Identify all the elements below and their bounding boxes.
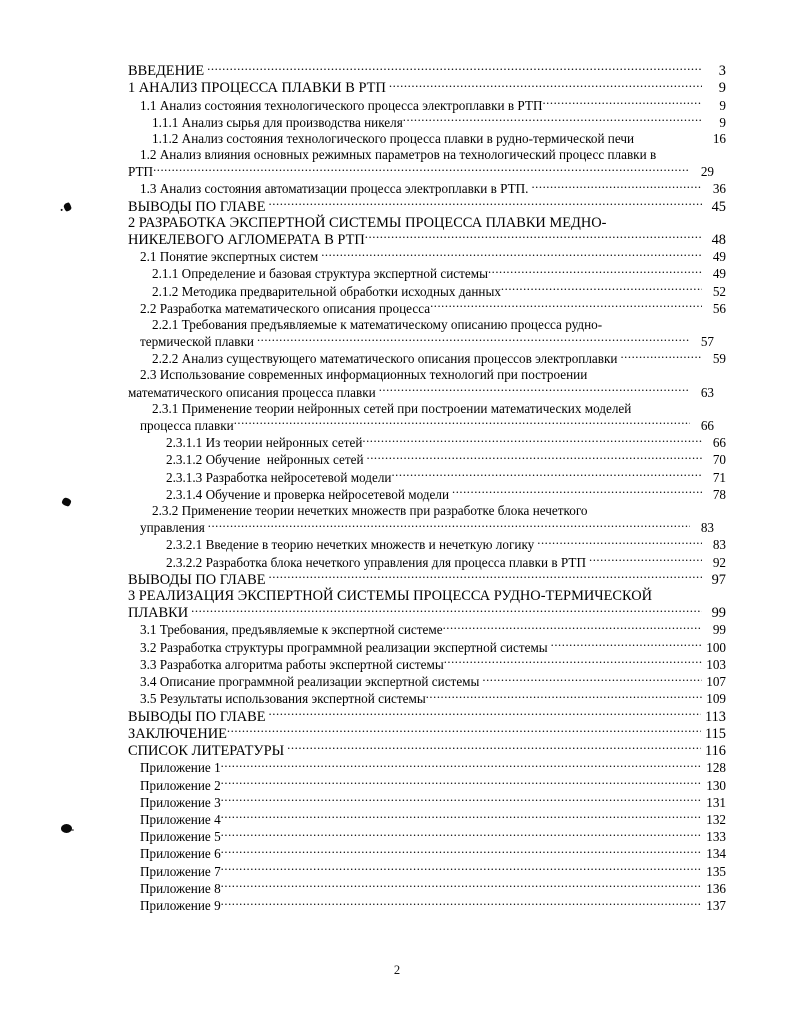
toc-entry[interactable] [128, 248, 726, 265]
toc-entry[interactable] [128, 759, 726, 776]
toc-page-number: 134 [706, 846, 726, 862]
toc-entry-line [166, 469, 726, 486]
toc-page-number: 49 [712, 249, 726, 265]
toc-entry-line [140, 180, 726, 197]
toc-dot-leader [191, 604, 702, 617]
toc-entry[interactable] [128, 282, 726, 299]
toc-entry[interactable] [128, 673, 726, 690]
toc-entry-line [140, 248, 726, 265]
toc-entry[interactable] [128, 401, 726, 434]
toc-page-number: 71 [712, 469, 726, 485]
toc-dot-leader [430, 300, 702, 313]
toc-dot-leader [379, 384, 690, 397]
toc-entry-label: 2.1.2 Методика предварительной обработки исходных данных [152, 283, 501, 299]
toc-entry-label: 1.1.2 Анализ состояния технологического процесса плавки в рудно-термической печи [152, 130, 635, 146]
toc-entry[interactable] [128, 845, 726, 862]
toc-entry-label: 3 РЕАЛИЗАЦИЯ ЭКСПЕРТНОЙ СИСТЕМЫ ПРОЦЕССА РУДНО-ТЕРМИЧЕСКОЙ [128, 587, 653, 604]
toc-dot-leader [551, 638, 702, 651]
toc-page-number: 103 [706, 656, 726, 672]
toc-entry[interactable] [128, 451, 726, 468]
page-folio: 2 [393, 963, 401, 977]
toc-entry-line [140, 690, 726, 707]
toc-entry-line [128, 707, 726, 724]
toc-entry-label: 1.1 Анализ состояния технологического процесса электроплавки в РТП [140, 97, 543, 113]
toc-entry-continuation [140, 417, 714, 434]
toc-page-number: 100 [706, 639, 726, 655]
toc-dot-leader [367, 451, 703, 464]
toc-page-number: 99 [711, 605, 726, 622]
toc-dot-leader [542, 96, 702, 109]
toc-entry-label: термической плавки [140, 334, 254, 350]
toc-entry-label: 3.5 Результаты использования экспертной системы [140, 691, 426, 707]
toc-entry-line [140, 638, 726, 655]
toc-entry-line [128, 79, 726, 96]
toc-page-number: 59 [712, 351, 726, 367]
toc-dot-leader [221, 863, 702, 876]
toc-entry-line [166, 553, 726, 570]
toc-dot-leader [488, 265, 702, 278]
toc-entry[interactable] [128, 794, 726, 811]
toc-dot-leader [321, 248, 702, 261]
toc-page-number: 52 [712, 283, 726, 299]
toc-entry[interactable] [128, 317, 726, 350]
toc-entry[interactable] [128, 742, 726, 759]
toc-entry-label: ВВЕДЕНИЕ [128, 63, 205, 80]
toc-page-number: 107 [706, 674, 726, 690]
toc-entry[interactable] [128, 863, 726, 880]
toc-page-number: 97 [711, 571, 726, 588]
toc-entry-line [140, 794, 726, 811]
toc-page-number: 136 [706, 880, 726, 896]
toc-entry[interactable] [128, 776, 726, 793]
toc-entry-line [152, 401, 726, 417]
toc-entry[interactable] [128, 897, 726, 914]
toc-page-number: 137 [706, 898, 726, 914]
toc-entry[interactable] [128, 350, 726, 367]
ink-blot-artifact [61, 497, 71, 507]
toc-entry[interactable] [128, 300, 726, 317]
toc-entry-label: ПЛАВКИ [128, 605, 189, 622]
toc-dot-leader [444, 656, 702, 669]
margin-scan-artifacts [0, 0, 120, 1025]
toc-dot-leader [221, 776, 702, 789]
toc-dot-leader [221, 828, 702, 841]
toc-entry-label: 2.2.2 Анализ существующего математического описания процессов электроплавки [152, 351, 618, 367]
toc-entry[interactable] [128, 638, 726, 655]
toc-dot-leader [234, 417, 690, 430]
toc-page-number: 131 [706, 794, 726, 810]
toc-page-number: 66 [712, 435, 726, 451]
toc-entry-continuation [140, 519, 714, 536]
toc-page-number: 9 [719, 97, 726, 113]
toc-entry-label: 2 РАЗРАБОТКА ЭКСПЕРТНОЙ СИСТЕМЫ ПРОЦЕССА ПЛАВКИ МЕДНО- [128, 214, 607, 231]
toc-dot-leader [207, 62, 702, 75]
toc-entry[interactable] [128, 621, 726, 638]
toc-page-number: 99 [712, 622, 726, 638]
toc-page-number: 63 [700, 384, 714, 400]
toc-entry-label: Приложение 6 [140, 846, 221, 862]
toc-entry[interactable] [128, 503, 726, 536]
toc-page-number: 132 [706, 812, 726, 827]
toc-page-number: 115 [704, 725, 726, 742]
toc-entry-line [128, 588, 726, 604]
toc-entry-label: 3.1 Требования, предъявляемые к экспертной системе [140, 622, 443, 638]
toc-page-number: 128 [706, 760, 726, 776]
table-of-contents [128, 62, 726, 914]
toc-dot-leader [589, 553, 702, 566]
toc-entry-line [128, 742, 726, 759]
toc-entry-line [152, 503, 726, 519]
toc-entry-label: Приложение 7 [140, 863, 221, 879]
toc-dot-leader [221, 811, 702, 824]
toc-entry-line [166, 451, 726, 468]
toc-dot-leader [443, 621, 702, 634]
toc-entry[interactable] [128, 588, 726, 621]
toc-entry-line [140, 811, 726, 828]
toc-dot-leader [221, 880, 702, 893]
toc-entry-label: Приложение 5 [140, 829, 221, 845]
toc-page-number: 113 [704, 708, 726, 725]
toc-entry-line [140, 776, 726, 793]
toc-page-number: 133 [706, 829, 726, 845]
toc-entry-line [166, 486, 726, 503]
toc-dot-leader [501, 282, 702, 295]
toc-page-number: 70 [712, 452, 726, 468]
toc-entry-line [152, 317, 726, 333]
toc-entry-label: 2.3.1.3 Разработка нейросетевой модели [166, 469, 392, 485]
toc-entry[interactable] [128, 147, 726, 180]
toc-entry-label: ВЫВОДЫ ПО ГЛАВЕ [128, 571, 266, 588]
toc-entry-label: 2.3 Использование современных информационных технологий при построении [140, 367, 588, 383]
toc-dot-leader [257, 333, 690, 346]
toc-entry-label: НИКЕЛЕВОГО АГЛОМЕРАТА В РТП [128, 231, 365, 248]
toc-entry-line [128, 215, 726, 231]
toc-dot-leader [426, 690, 702, 703]
toc-page-number: 56 [712, 300, 726, 316]
toc-dot-leader [221, 897, 702, 910]
ink-blot-artifact [61, 824, 72, 833]
toc-entry-line [128, 62, 726, 79]
toc-entry-label: 2.1.1 Определение и базовая структура экспертной системы [152, 266, 488, 282]
ink-blot-artifact [63, 202, 72, 212]
toc-page-number: 135 [706, 863, 726, 879]
toc-page-number: 9 [719, 114, 726, 130]
toc-entry-line [140, 147, 726, 163]
toc-dot-leader [403, 114, 702, 127]
toc-entry-label: ВЫВОДЫ ПО ГЛАВЕ [128, 198, 266, 215]
toc-page-number: 130 [706, 777, 726, 793]
toc-entry[interactable] [128, 828, 726, 845]
toc-page-number: 57 [700, 334, 714, 350]
toc-entry-line [140, 845, 726, 862]
toc-dot-leader [221, 794, 702, 807]
toc-page-number: 29 [700, 164, 714, 180]
toc-entry[interactable] [128, 536, 726, 553]
toc-entry-line [140, 367, 726, 383]
toc-page-number: 49 [712, 266, 726, 282]
toc-entry-label: 2.2 Разработка математического описания процесса [140, 300, 431, 316]
toc-entry-continuation [140, 333, 714, 350]
toc-entry-line [140, 880, 726, 897]
toc-dot-leader [531, 180, 702, 193]
toc-entry-line [140, 673, 726, 690]
toc-entry-label: 1 АНАЛИЗ ПРОЦЕССА ПЛАВКИ В РТП [128, 80, 386, 97]
toc-page-number: 109 [706, 691, 726, 707]
toc-dot-leader [221, 759, 702, 772]
toc-entry-label: Приложение 4 [140, 812, 221, 827]
toc-entry-label: 2.3.2.2 Разработка блока нечеткого управления для процесса плавки в РТП [166, 554, 586, 570]
toc-dot-leader [269, 198, 702, 211]
toc-entry[interactable] [128, 79, 726, 96]
toc-dot-leader [620, 350, 702, 363]
toc-dot-leader [269, 707, 701, 720]
toc-entry-label: 2.2.1 Требования предъявляемые к математическому описанию процесса рудно- [152, 316, 603, 332]
toc-dot-leader [482, 673, 702, 686]
toc-entry-line [128, 198, 726, 215]
toc-entry-continuation [128, 163, 714, 180]
toc-entry[interactable] [128, 811, 726, 828]
toc-entry-line [152, 114, 726, 131]
toc-entry[interactable] [128, 367, 726, 400]
toc-page-number: 16 [712, 130, 726, 146]
toc-dot-leader [365, 231, 702, 244]
toc-page-number: 48 [711, 231, 726, 248]
toc-entry[interactable] [128, 571, 726, 588]
toc-entry-label: 1.2 Анализ влияния основных режимных параметров на технологический процесс плавки в [140, 146, 657, 162]
toc-entry[interactable] [128, 114, 726, 131]
toc-entry-label: 2.3.2.1 Введение в теорию нечетких множеств и нечеткую логику [166, 537, 535, 553]
toc-dot-leader [391, 469, 702, 482]
toc-entry[interactable] [128, 656, 726, 673]
toc-dot-leader [287, 742, 701, 755]
toc-entry-label: 2.3.1 Применение теории нейронных сетей при построении математических моделей [152, 400, 632, 416]
toc-entry-line [166, 434, 726, 451]
toc-page-number: 36 [712, 181, 726, 197]
toc-entry[interactable] [128, 215, 726, 248]
toc-entry[interactable] [128, 198, 726, 215]
toc-entry-line [128, 725, 726, 742]
toc-entry-label: Приложение 2 [140, 777, 221, 793]
toc-entry-label: 2.3.1.4 Обучение и проверка нейросетевой модели [166, 486, 450, 502]
toc-entry-label: 3.4 Описание программной реализации экспертной системы [140, 674, 480, 690]
toc-dot-leader [389, 79, 702, 92]
toc-entry-label: ВЫВОДЫ ПО ГЛАВЕ [128, 708, 266, 725]
toc-dot-leader [452, 486, 702, 499]
toc-entry-line [152, 131, 726, 147]
toc-page-number: 83 [712, 537, 726, 553]
toc-entry[interactable] [128, 265, 726, 282]
toc-entry-label: Приложение 9 [140, 898, 221, 914]
toc-dot-leader [221, 845, 702, 858]
toc-page-number: 83 [700, 520, 714, 536]
toc-entry[interactable] [128, 180, 726, 197]
toc-page-number: 9 [718, 80, 726, 97]
toc-entry[interactable] [128, 553, 726, 570]
toc-entry-continuation [128, 384, 714, 401]
toc-entry[interactable] [128, 469, 726, 486]
toc-entry-line [140, 828, 726, 845]
toc-entry-label: управления [140, 520, 205, 536]
toc-entry-label: 3.3 Разработка алгоритма работы экспертной системы [140, 656, 444, 672]
toc-entry-line [140, 621, 726, 638]
toc-entry-label: Приложение 1 [140, 760, 221, 776]
toc-entry-label: процесса плавки [140, 417, 234, 433]
toc-entry[interactable] [128, 707, 726, 724]
toc-entry-label: Приложение 8 [140, 880, 221, 896]
toc-entry-line [152, 282, 726, 299]
toc-page-number: 3 [718, 63, 726, 80]
toc-entry[interactable] [128, 690, 726, 707]
toc-entry-label: 1.3 Анализ состояния автоматизации процесса электроплавки в РТП. [140, 181, 529, 197]
toc-dot-leader [153, 163, 690, 176]
toc-dot-leader [227, 725, 701, 738]
toc-page-number: 66 [700, 417, 714, 433]
toc-entry[interactable] [128, 62, 726, 79]
toc-entry-line [152, 265, 726, 282]
toc-entry-line [140, 300, 726, 317]
toc-entry[interactable] [128, 880, 726, 897]
toc-page-number: 92 [712, 554, 726, 570]
toc-entry-continuation [128, 231, 726, 248]
toc-entry-label: Приложение 3 [140, 794, 221, 810]
toc-entry-line [140, 96, 726, 113]
toc-entry-line [140, 897, 726, 914]
toc-dot-leader [537, 536, 702, 549]
toc-entry-label: 2.3.1.1 Из теории нейронных сетей [166, 435, 363, 451]
toc-entry-label: 2.3.2 Применение теории нечетких множеств при разработке блока нечеткого [152, 502, 588, 518]
toc-entry-label: 2.1 Понятие экспертных систем [140, 249, 319, 265]
toc-entry[interactable] [128, 96, 726, 113]
toc-entry-label: 1.1.1 Анализ сырья для производства никеля [152, 114, 403, 130]
toc-entry-label: ЗАКЛЮЧЕНИЕ [128, 725, 227, 742]
toc-entry-label: математического описания процесса плавки [128, 384, 376, 400]
toc-entry-line [166, 536, 726, 553]
toc-dot-leader [269, 571, 702, 584]
toc-entry-line [128, 571, 726, 588]
toc-entry-label: РТП [128, 164, 154, 180]
toc-page-number: 45 [711, 198, 726, 215]
toc-entry[interactable] [128, 131, 726, 147]
toc-entry-label: 2.3.1.2 Обучение нейронных сетей [166, 452, 364, 468]
toc-entry-line [140, 759, 726, 776]
toc-entry-line [140, 656, 726, 673]
toc-dot-leader [362, 434, 702, 447]
toc-entry-line [152, 350, 726, 367]
toc-page-number: 78 [712, 486, 726, 502]
toc-entry-continuation [128, 604, 726, 621]
toc-entry-line [140, 863, 726, 880]
toc-page-number: 116 [704, 743, 726, 760]
toc-entry-label: 3.2 Разработка структуры программной реализации экспертной системы [140, 639, 548, 655]
toc-dot-leader [208, 519, 690, 532]
toc-entry-label: СПИСОК ЛИТЕРАТУРЫ [128, 743, 285, 760]
toc-entry[interactable] [128, 725, 726, 742]
toc-entry[interactable] [128, 486, 726, 503]
toc-entry[interactable] [128, 434, 726, 451]
